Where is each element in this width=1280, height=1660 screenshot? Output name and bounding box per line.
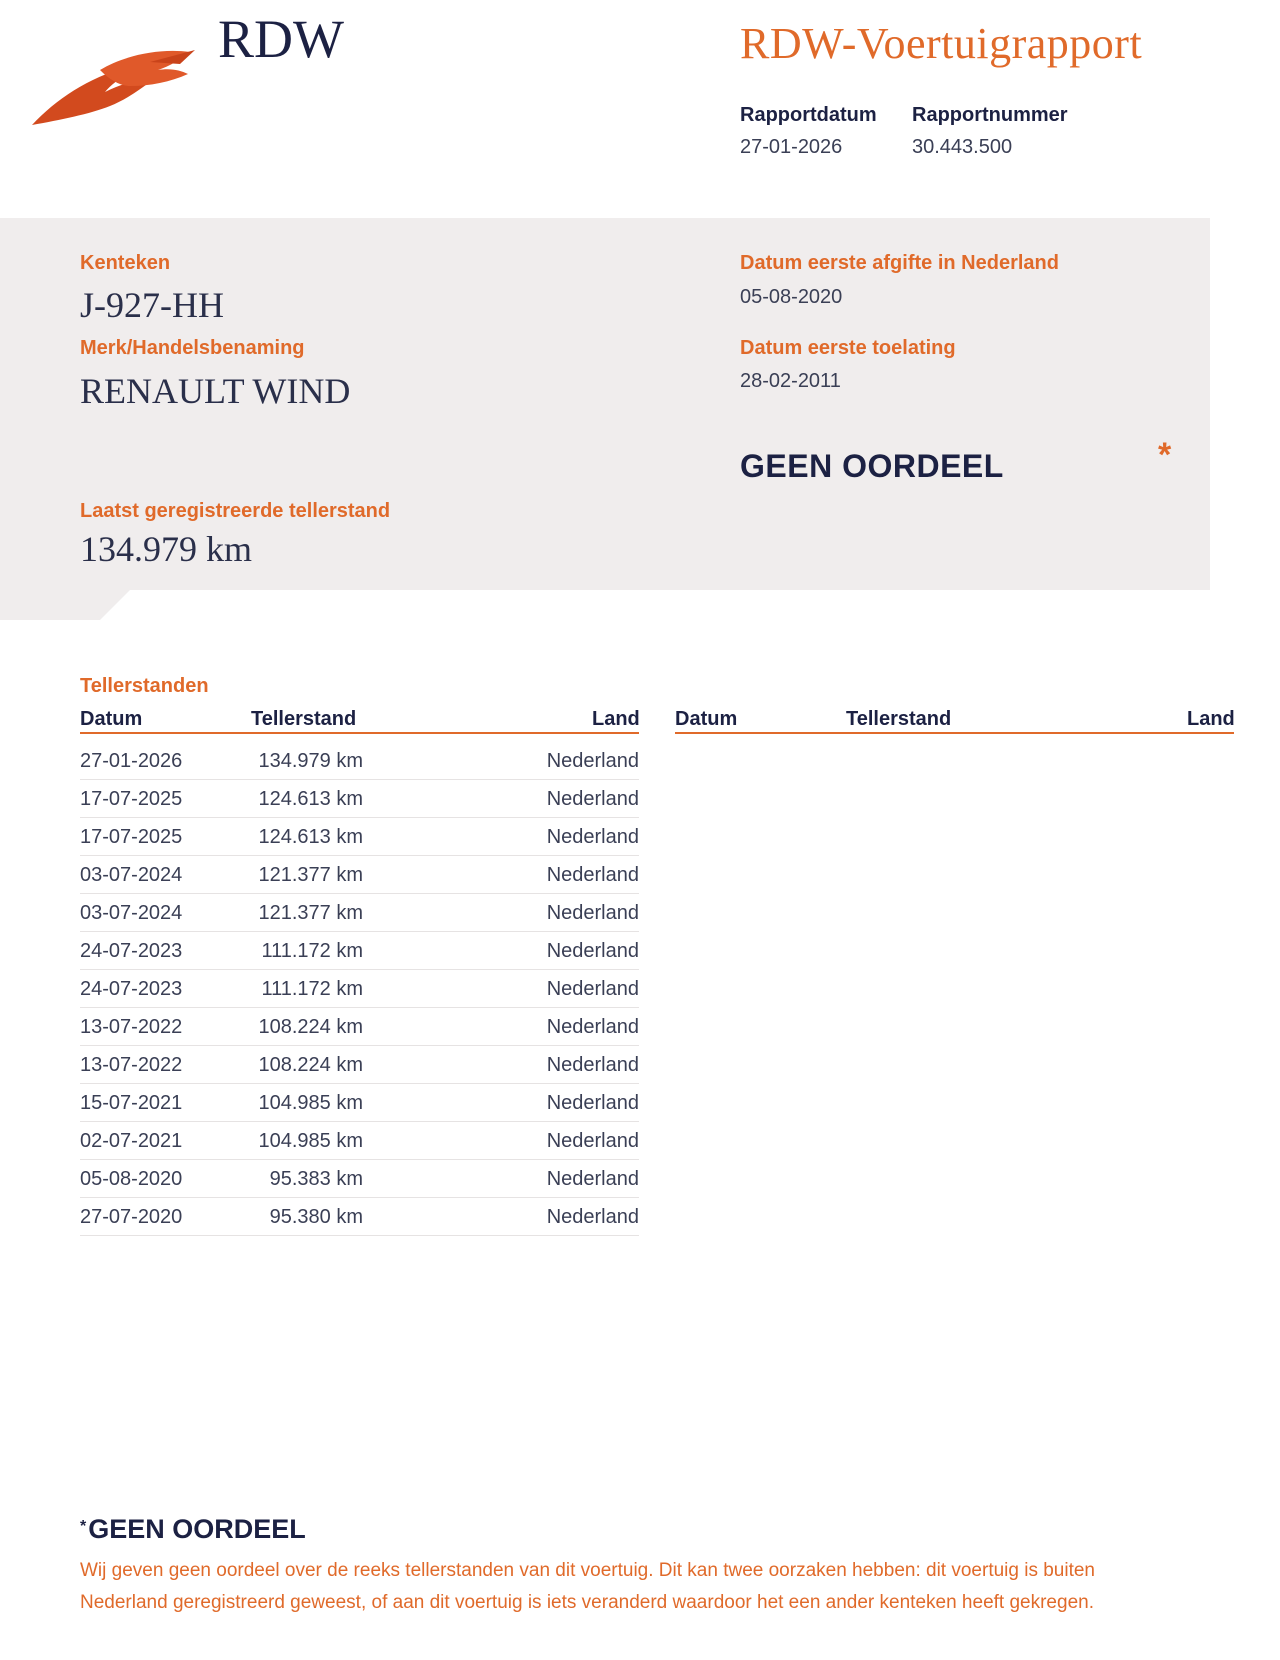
reading-country: Nederland (546, 1206, 639, 1228)
reading-odometer: 104.985 km (258, 1130, 363, 1152)
report-date-value: 27-01-2026 (740, 136, 843, 158)
column-header-country: Land (592, 708, 640, 730)
first-admission-label: Datum eerste toelating (740, 337, 956, 359)
first-registration-nl-label: Datum eerste afgifte in Nederland (740, 252, 1059, 274)
reading-date: 02-07-2021 (80, 1130, 183, 1152)
table-row (80, 1084, 639, 1122)
reading-country: Nederland (546, 864, 639, 886)
reading-date: 03-07-2024 (80, 902, 183, 924)
reading-odometer: 95.383 km (269, 1168, 363, 1190)
table-row (80, 970, 639, 1008)
make-label: Merk/Handelsbenaming (80, 337, 305, 359)
panel-notch (0, 590, 130, 620)
verdict-footnote-marker: * (1158, 436, 1172, 474)
table-header-rule (675, 732, 1234, 734)
table-row (80, 894, 639, 932)
plate-value: J-927-HH (80, 285, 224, 325)
reading-country: Nederland (546, 978, 639, 1000)
reading-date: 24-07-2023 (80, 978, 183, 1000)
reading-date: 05-08-2020 (80, 1168, 183, 1190)
column-header-date: Datum (80, 708, 143, 730)
table-row (80, 780, 639, 818)
table-header-rule (80, 732, 639, 734)
footnote-text: Wij geven geen oordeel over de reeks tellerstanden van dit voertuig. Dit kan twee oorzaken hebben: dit voertuig is buiten Nederland geregistreerd geweest, of aan dit voertuig is iets veranderd waardoor het een ander kenteken heeft gekregen. (80, 1560, 1095, 1613)
table-row (80, 818, 639, 856)
table-row (80, 1122, 639, 1160)
reading-country: Nederland (546, 1054, 639, 1076)
reading-country: Nederland (546, 902, 639, 924)
reading-country: Nederland (546, 1092, 639, 1114)
reading-country: Nederland (546, 788, 639, 810)
table-row (80, 856, 639, 894)
reading-country: Nederland (546, 940, 639, 962)
plate-label: Kenteken (80, 252, 171, 274)
reading-date: 13-07-2022 (80, 1054, 183, 1076)
reading-odometer: 111.172 km (261, 940, 363, 962)
reading-date: 27-01-2026 (80, 750, 183, 772)
reading-odometer: 111.172 km (261, 978, 363, 1000)
reading-date: 15-07-2021 (80, 1092, 183, 1114)
table-row (80, 932, 639, 970)
organization-name: RDW (218, 9, 344, 69)
footnote-marker: * (80, 1518, 87, 1535)
column-header-country: Land (1187, 708, 1235, 730)
first-registration-nl-value: 05-08-2020 (740, 286, 843, 308)
table-row (80, 742, 639, 780)
table-row (80, 1160, 639, 1198)
readings-table (80, 742, 639, 1236)
reading-date: 13-07-2022 (80, 1016, 183, 1038)
table-row (80, 1008, 639, 1046)
make-value: RENAULT WIND (80, 371, 351, 411)
first-admission-value: 28-02-2011 (740, 370, 841, 392)
reading-country: Nederland (546, 1168, 639, 1190)
reading-country: Nederland (546, 1130, 639, 1152)
reading-odometer: 108.224 km (258, 1016, 363, 1038)
reading-date: 03-07-2024 (80, 864, 183, 886)
reading-odometer: 124.613 km (258, 788, 363, 810)
footnote-title-text: GEEN OORDEEL (88, 1514, 306, 1544)
rdw-logo-icon (30, 40, 195, 130)
reading-odometer: 134.979 km (258, 750, 363, 772)
report-title: RDW-Voertuigrapport (740, 19, 1143, 68)
footnote-title (80, 1514, 306, 1545)
table-row (80, 1198, 639, 1236)
odometer-verdict: GEEN OORDEEL (740, 448, 1004, 484)
column-header-date: Datum (675, 708, 738, 730)
report-number-value: 30.443.500 (912, 136, 1013, 158)
reading-odometer: 108.224 km (258, 1054, 363, 1076)
table-row (80, 1046, 639, 1084)
odometer-value: 134.979 km (80, 529, 253, 569)
reading-country: Nederland (546, 826, 639, 848)
reading-date: 27-07-2020 (80, 1206, 183, 1228)
reading-odometer: 121.377 km (258, 864, 363, 886)
odometer-label: Laatst geregistreerde tellerstand (80, 500, 391, 522)
reading-date: 17-07-2025 (80, 788, 183, 810)
reading-country: Nederland (546, 750, 639, 772)
reading-date: 17-07-2025 (80, 826, 183, 848)
report-date-label: Rapportdatum (740, 104, 877, 126)
readings-section-title: Tellerstanden (80, 675, 209, 697)
reading-country: Nederland (546, 1016, 639, 1038)
reading-odometer: 95.380 km (269, 1206, 363, 1228)
reading-odometer: 124.613 km (258, 826, 363, 848)
column-header-odometer: Tellerstand (846, 708, 952, 730)
reading-odometer: 104.985 km (258, 1092, 363, 1114)
report-number-label: Rapportnummer (912, 104, 1068, 126)
reading-date: 24-07-2023 (80, 940, 183, 962)
reading-odometer: 121.377 km (258, 902, 363, 924)
column-header-odometer: Tellerstand (251, 708, 357, 730)
